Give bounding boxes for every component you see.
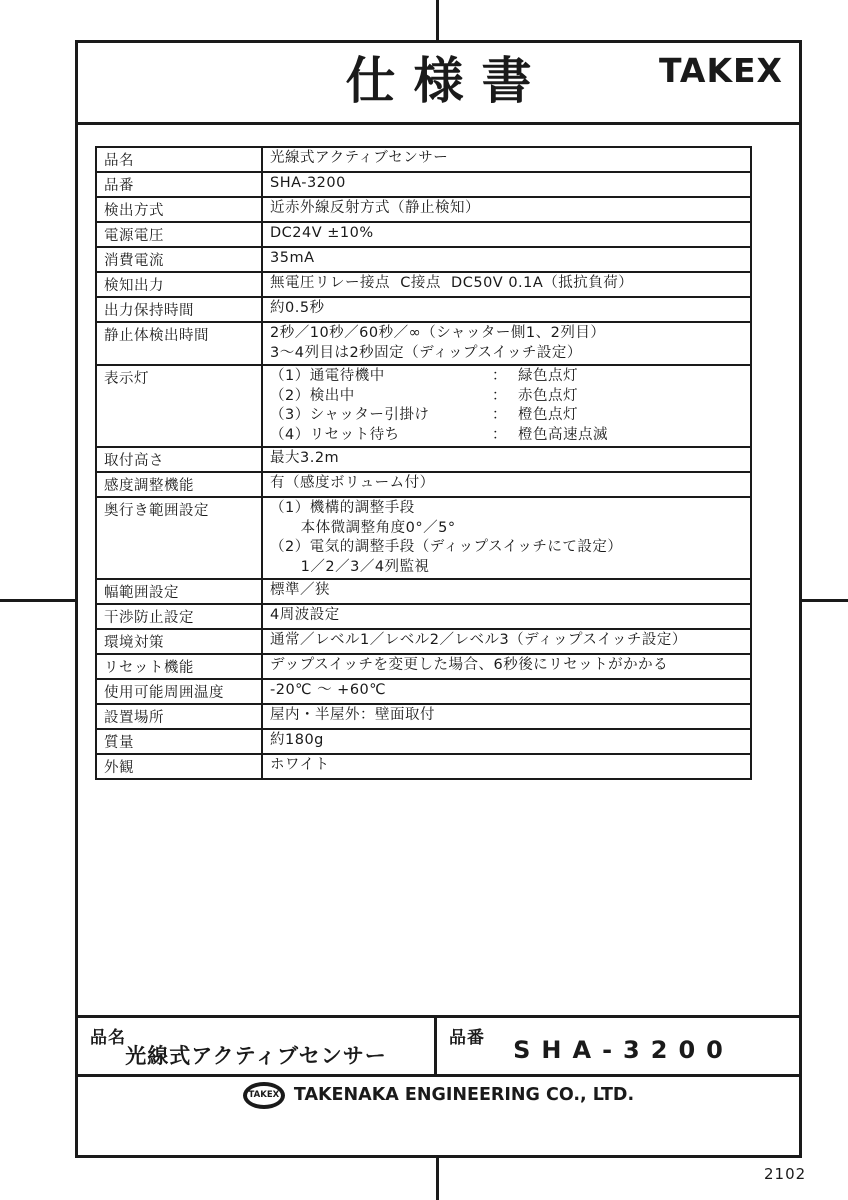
spec-row [96, 297, 751, 322]
lamp-state-value: 緑色点灯 [518, 368, 578, 384]
spec-value-line: 標準／狭 [270, 582, 330, 598]
spec-value-line: 約0.5秒 [270, 300, 325, 316]
company-strip [78, 1077, 799, 1113]
spec-label: 設置場所 [96, 704, 262, 729]
spec-row [96, 197, 751, 222]
lamp-state-value: 橙色高速点滅 [518, 426, 608, 443]
lamp-state-label: （1）通電待機中 [270, 368, 385, 384]
spec-row [96, 247, 751, 272]
spec-value-line: 通常／レベル1／レベル2／レベル3（ディップスイッチ設定） [270, 632, 687, 648]
lamp-state-value: 赤色点灯 [518, 387, 578, 404]
spec-label: 表示灯 [96, 365, 262, 447]
spec-row [96, 472, 751, 497]
spec-value-line [270, 367, 743, 387]
spec-row [96, 754, 751, 779]
spec-label: 奥行き範囲設定 [96, 497, 262, 579]
footer-product-name-cell [78, 1018, 437, 1074]
spec-value [262, 704, 751, 729]
header-band [78, 43, 799, 125]
spec-value [262, 297, 751, 322]
spec-value-line: 本体微調整角度0°／5° [270, 519, 456, 536]
spec-value [262, 754, 751, 779]
spec-value-line: （2）電気的調整手段（ディップスイッチにて設定） [270, 539, 623, 555]
spec-value [262, 729, 751, 754]
spec-label: 幅範囲設定 [96, 579, 262, 604]
spec-value-line: 最大3.2m [270, 450, 340, 466]
spec-value-line [270, 387, 743, 407]
spec-label: 感度調整機能 [96, 472, 262, 497]
spec-value-line: ホワイト [270, 757, 330, 773]
spec-label: 品番 [96, 172, 262, 197]
spec-row [96, 604, 751, 629]
spec-value-line: 有（感度ボリューム付） [270, 475, 435, 491]
spec-row [96, 365, 751, 447]
spec-value-line: 4周波設定 [270, 607, 340, 623]
spec-value [262, 497, 751, 579]
spec-label: 干渉防止設定 [96, 604, 262, 629]
spec-value-line: 屋内・半屋外：壁面取付 [270, 707, 435, 723]
spec-row [96, 172, 751, 197]
spec-value [262, 365, 751, 447]
spec-value [262, 579, 751, 604]
registration-mark-right [802, 599, 848, 602]
registration-mark-left [0, 599, 78, 602]
footer-product-number-cell [437, 1018, 799, 1074]
spec-label: 電源電圧 [96, 222, 262, 247]
lamp-colon: ： [492, 426, 507, 443]
spec-label: 使用可能周囲温度 [96, 679, 262, 704]
spec-value [262, 197, 751, 222]
lamp-colon: ： [492, 387, 507, 404]
spec-value-line: 1／2／3／4列監視 [270, 558, 430, 575]
spec-value-line [270, 426, 743, 446]
footer-number-label: 品番 [449, 1028, 485, 1048]
spec-value [262, 272, 751, 297]
spec-label: 外観 [96, 754, 262, 779]
spec-label: 検出方式 [96, 197, 262, 222]
spec-value-line: 無電圧リレー接点 C接点 DC50V 0.1A（抵抗負荷） [270, 275, 634, 291]
footer [78, 1015, 799, 1155]
footer-title-block [78, 1015, 799, 1077]
spec-row [96, 447, 751, 472]
document-title: 仕様書 [345, 52, 550, 110]
takex-logo-icon [243, 1082, 285, 1109]
spec-row [96, 729, 751, 754]
spec-row [96, 704, 751, 729]
spec-label: 質量 [96, 729, 262, 754]
spec-label: 品名 [96, 147, 262, 172]
spec-label: 出力保持時間 [96, 297, 262, 322]
spec-value-line: -20℃ ～ +60℃ [270, 682, 387, 698]
spec-row [96, 322, 751, 365]
spec-row [96, 579, 751, 604]
spec-value [262, 222, 751, 247]
spec-label: 静止体検出時間 [96, 322, 262, 365]
spec-value [262, 472, 751, 497]
spec-value-line: 光線式アクティブセンサー [270, 150, 449, 166]
spec-row [96, 147, 751, 172]
spec-value [262, 447, 751, 472]
registration-mark-bottom [436, 1157, 439, 1200]
spec-label: リセット機能 [96, 654, 262, 679]
spec-row [96, 497, 751, 579]
spec-row [96, 629, 751, 654]
spec-value [262, 322, 751, 365]
spec-label: 取付高さ [96, 447, 262, 472]
lamp-colon: ： [492, 407, 507, 423]
spec-value [262, 629, 751, 654]
spec-value-line: DC24V ±10% [270, 225, 374, 241]
spec-value [262, 604, 751, 629]
page-number: 2102 [764, 1165, 807, 1183]
spec-value-line [270, 406, 743, 426]
registration-mark-top [436, 0, 439, 43]
document-frame [75, 40, 802, 1158]
footer-name-value: 光線式アクティブセンサー [125, 1044, 387, 1068]
spec-row [96, 654, 751, 679]
spec-value-line: （1）機構的調整手段 [270, 500, 415, 516]
footer-name-label: 品名 [90, 1028, 126, 1048]
footer-number-value: SHA-3200 [513, 1036, 734, 1064]
spec-value-line: 約180g [270, 732, 324, 748]
spec-value-line: デップスイッチを変更した場合、6秒後にリセットがかかる [270, 657, 669, 673]
spec-value [262, 247, 751, 272]
spec-row [96, 272, 751, 297]
spec-value-line: 3～4列目は2秒固定（ディップスイッチ設定） [270, 344, 582, 361]
spec-row [96, 222, 751, 247]
company-name: TAKENAKA ENGINEERING CO., LTD. [293, 1085, 635, 1105]
spec-value [262, 654, 751, 679]
spec-label: 検知出力 [96, 272, 262, 297]
lamp-state-label: （4）リセット待ち [270, 426, 400, 443]
spec-value-line: 35mA [270, 250, 315, 266]
takex-logo-text: TAKEX [248, 1090, 280, 1100]
spec-value-line: 近赤外線反射方式（静止検知） [270, 200, 480, 216]
spec-label: 消費電流 [96, 247, 262, 272]
spec-value-line: 2秒／10秒／60秒／∞（シャッター側1、2列目） [270, 325, 606, 341]
spec-value-line: SHA-3200 [270, 175, 346, 191]
spec-table-body [96, 147, 751, 779]
lamp-colon: ： [492, 368, 507, 384]
spec-row [96, 679, 751, 704]
spec-value [262, 147, 751, 172]
spec-table [95, 146, 752, 780]
spec-value [262, 172, 751, 197]
spec-value [262, 679, 751, 704]
spec-label: 環境対策 [96, 629, 262, 654]
brand-logo-text: TAKEX [658, 51, 783, 90]
lamp-state-label: （3）シャッター引掛け [270, 407, 430, 423]
lamp-state-value: 橙色点灯 [518, 407, 578, 423]
lamp-state-label: （2）検出中 [270, 387, 355, 404]
